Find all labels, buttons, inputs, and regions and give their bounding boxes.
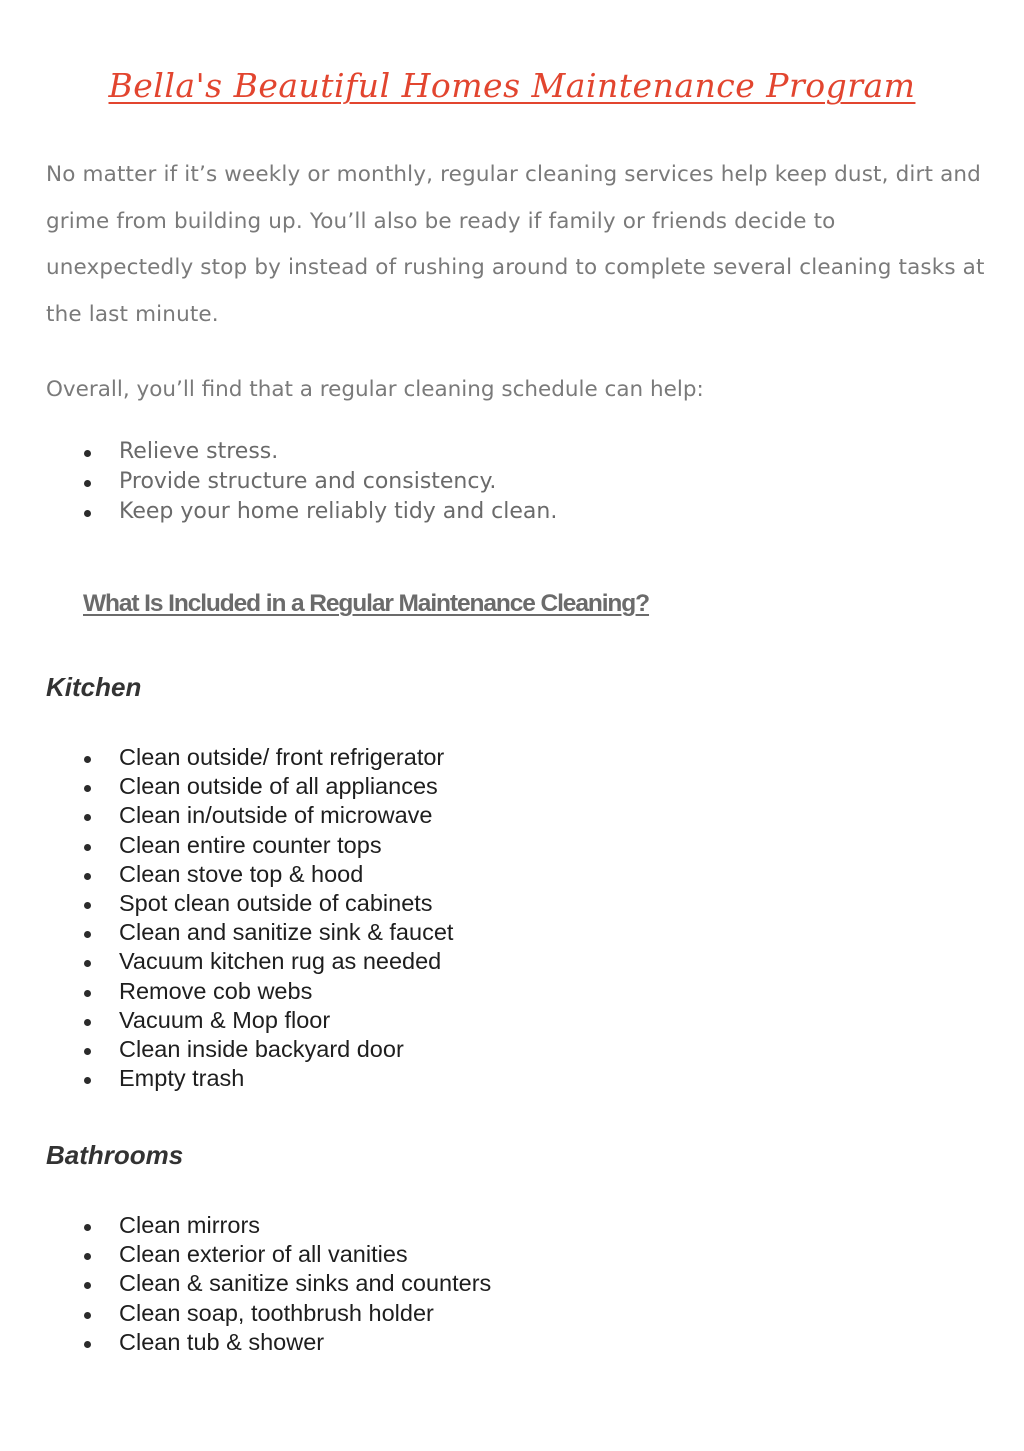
benefit-item: Keep your home reliably tidy and clean.: [0, 497, 557, 527]
kitchen-task-item: Clean outside of all appliances: [0, 772, 453, 801]
kitchen-task-item: Empty trash: [0, 1064, 453, 1093]
kitchen-task-item: Spot clean outside of cabinets: [0, 889, 453, 918]
bathroom-task-item: Clean mirrors: [0, 1211, 491, 1240]
bathroom-task-item: Clean soap, toothbrush holder: [0, 1299, 491, 1328]
benefits-list: [0, 437, 557, 527]
bathroom-task-item: Clean & sanitize sinks and counters: [0, 1269, 491, 1298]
intro-paragraph: [46, 152, 1006, 338]
kitchen-task-item: Vacuum & Mop floor: [0, 1006, 453, 1035]
kitchen-task-item: Clean stove top & hood: [0, 860, 453, 889]
kitchen-task-item: Clean and sanitize sink & faucet: [0, 918, 453, 947]
document-title: Bella's Beautiful Homes Maintenance Program: [108, 66, 916, 105]
kitchen-task-item: Clean in/outside of microwave: [0, 801, 453, 830]
bathrooms-heading: Bathrooms: [46, 1140, 184, 1170]
kitchen-task-item: Vacuum kitchen rug as needed: [0, 947, 453, 976]
section-heading: What Is Included in a Regular Maintenance Cleaning?: [83, 590, 650, 617]
kitchen-heading: Kitchen: [46, 672, 142, 702]
kitchen-task-item: Clean inside backyard door: [0, 1035, 453, 1064]
kitchen-task-item: Remove cob webs: [0, 977, 453, 1006]
intro-line: grime from building up. You’ll also be ready if family or friends decide to: [46, 208, 836, 234]
benefit-item: Relieve stress.: [0, 437, 557, 467]
kitchen-task-list: [0, 743, 453, 1093]
intro-line: unexpectedly stop by instead of rushing around to complete several cleaning tasks at: [46, 255, 985, 280]
intro-line: the last minute.: [46, 301, 219, 327]
benefits-lead: Overall, you’ll find that a regular cleaning schedule can help:: [46, 377, 704, 402]
bathroom-task-item: Clean tub & shower: [0, 1328, 491, 1357]
bathroom-task-item: Clean exterior of all vanities: [0, 1240, 491, 1269]
intro-line: No matter if it’s weekly or monthly, regular cleaning services help keep dust, dirt and: [46, 162, 981, 187]
kitchen-task-item: Clean entire counter tops: [0, 831, 453, 860]
bathrooms-task-list: [0, 1211, 491, 1357]
kitchen-task-item: Clean outside/ front refrigerator: [0, 743, 453, 772]
benefit-item: Provide structure and consistency.: [0, 467, 557, 497]
